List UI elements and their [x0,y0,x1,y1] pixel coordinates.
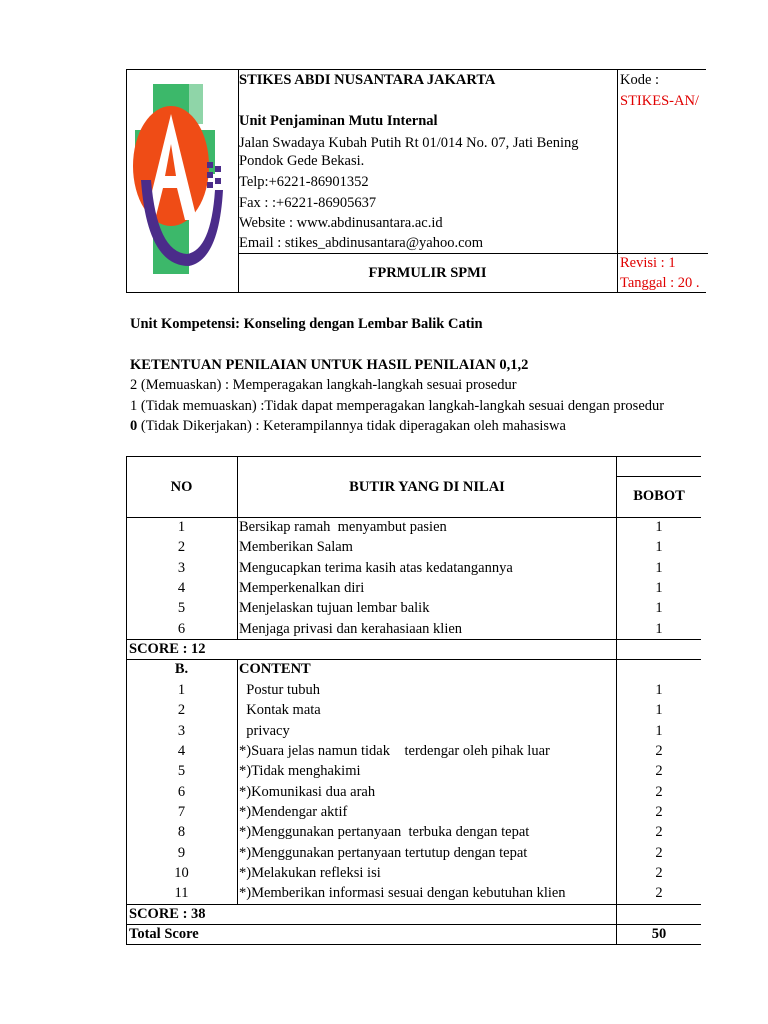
table-row [126,822,706,842]
row-weight: 1 [655,580,663,597]
col-weight-header: BOBOT [633,488,685,504]
col-no-header: NO [170,479,193,495]
row-item [237,639,617,659]
table-row [126,721,706,741]
table-row [126,863,706,883]
table-row [126,843,706,863]
row-item [237,904,617,924]
row-number: 1 [177,681,186,698]
row-number: 6 [177,783,186,800]
row-number: 1 [177,519,186,535]
row-weight: 1 [655,600,663,617]
row-weight: 1 [655,519,663,535]
row-number: SCORE : 38 [129,905,206,922]
rule-score-1: 1 (Tidak memuaskan) :Tidak dapat memperagakan langkah-langkah sesuai dengan prosedur [130,398,665,414]
table-row [126,761,706,781]
telp: Telp:+6221-86901352 [239,174,369,190]
row-item: *)Tidak menghakimi [239,763,361,780]
row-number: B. [174,661,189,678]
row-weight: 1 [655,539,663,556]
table-row [126,537,706,557]
unit-name: Unit Penjaminan Mutu Internal [239,113,438,129]
table-row [126,680,706,700]
institution-info [238,70,618,254]
row-item: *)Mendengar aktif [239,803,348,820]
row-number: 4 [177,580,186,597]
table-row [126,578,706,598]
rule-score-0 [130,417,566,435]
row-weight: 2 [655,844,663,861]
institution-name: STIKES ABDI NUSANTARA JAKARTA [239,72,496,88]
row-item: Postur tubuh [239,681,320,698]
row-number: 4 [177,742,186,759]
form-title: FPRMULIR SPMI [368,265,487,281]
row-weight: 1 [655,702,663,719]
row-weight: 1 [655,681,663,698]
table-row [126,619,706,639]
row-weight: 2 [655,824,663,841]
row-item: *)Melakukan refleksi isi [239,864,381,881]
row-item: Kontak mata [239,702,321,719]
col-item-header: BUTIR YANG DI NILAI [349,479,505,495]
table-row [126,741,706,761]
table-row [126,598,706,618]
row-number: 10 [174,864,189,881]
row-number: 2 [177,702,186,719]
row-weight: 50 [651,926,667,942]
form-header [126,69,706,293]
row-weight: 2 [655,783,663,800]
rules-title: KETENTUAN PENILAIAN UNTUK HASIL PENILAIAN 0,1,2 [130,357,529,373]
table-row [126,517,706,537]
kode-label: Kode : [620,72,660,88]
revision-cell [618,253,708,292]
institution-logo-icon [127,70,238,292]
row-weight: 1 [655,620,663,637]
address-line2: Pondok Gede Bekasi. [239,153,365,169]
row-number: 11 [174,885,189,902]
kode-value: STIKES-AN/ [620,93,699,109]
row-item: Memberikan Salam [239,539,353,556]
row-item: *)Suara jelas namun tidak terdengar oleh pihak luar [239,742,550,759]
table-row [126,782,706,802]
logo-cell [127,70,239,292]
row-number: Total Score [129,926,199,942]
row-weight: 2 [655,803,663,820]
row-weight [617,904,701,924]
row-number: 6 [177,620,186,637]
code-cell [618,70,708,254]
email: Email : stikes_abdinusantara@yahoo.com [239,235,484,251]
row-weight [617,639,701,659]
row-number: 3 [177,559,186,576]
row-number: 5 [177,763,186,780]
row-weight: 1 [655,559,663,576]
table-row [126,558,706,578]
row-number: 3 [177,722,186,739]
table-row [126,639,706,659]
row-item: *)Menggunakan pertanyaan terbuka dengan tepat [239,824,530,841]
table-row [126,924,706,944]
row-item: CONTENT [239,661,311,678]
row-number: SCORE : 12 [129,641,206,658]
table-row [126,659,706,679]
table-row [126,700,706,720]
form-title-cell [238,253,618,292]
row-number: 5 [177,600,186,617]
row-item: Mengucapkan terima kasih atas kedatangannya [239,559,513,576]
row-item: Memperkenalkan diri [239,580,365,597]
row-weight [617,659,701,679]
row-item [237,924,617,944]
website: Website : www.abdinusantara.ac.id [239,215,443,231]
row-weight: 2 [655,742,663,759]
assessment-table [126,456,706,944]
row-item: Menjaga privasi dan kerahasiaan klien [239,620,463,637]
table-row [126,904,706,924]
row-item: privacy [239,722,290,739]
table-row [126,802,706,822]
row-number: 7 [177,803,186,820]
row-weight: 2 [655,885,663,902]
row-item: Menjelaskan tujuan lembar balik [239,600,430,617]
row-weight: 2 [655,763,663,780]
row-number: 9 [177,844,186,861]
fax: Fax : :+6221-86905637 [239,195,377,211]
address-line1: Jalan Swadaya Kubah Putih Rt 01/014 No. 07, Jati Bening [239,135,579,151]
tanggal: Tanggal : 20 . [620,275,700,291]
table-row [126,883,706,903]
row-item: *)Komunikasi dua arah [239,783,376,800]
row-item: *)Menggunakan pertanyaan tertutup dengan tepat [239,844,528,861]
row-weight: 2 [655,864,663,881]
row-item: *)Memberikan informasi sesuai dengan kebutuhan klien [239,885,566,902]
rule-score-0-text: (Tidak Dikerjakan) : Keterampilannya tidak diperagakan oleh mahasiswa [137,418,566,434]
rule-score-2: 2 (Memuaskan) : Memperagakan langkah-langkah sesuai prosedur [130,377,517,393]
rule-score-0-value: 0 [130,418,138,434]
row-weight: 1 [655,722,663,739]
competency-title: Unit Kompetensi: Konseling dengan Lembar Balik Catin [130,316,483,332]
row-number: 8 [177,824,186,841]
row-number: 2 [177,539,186,556]
row-item: Bersikap ramah menyambut pasien [239,519,447,535]
revisi: Revisi : 1 [620,255,676,271]
